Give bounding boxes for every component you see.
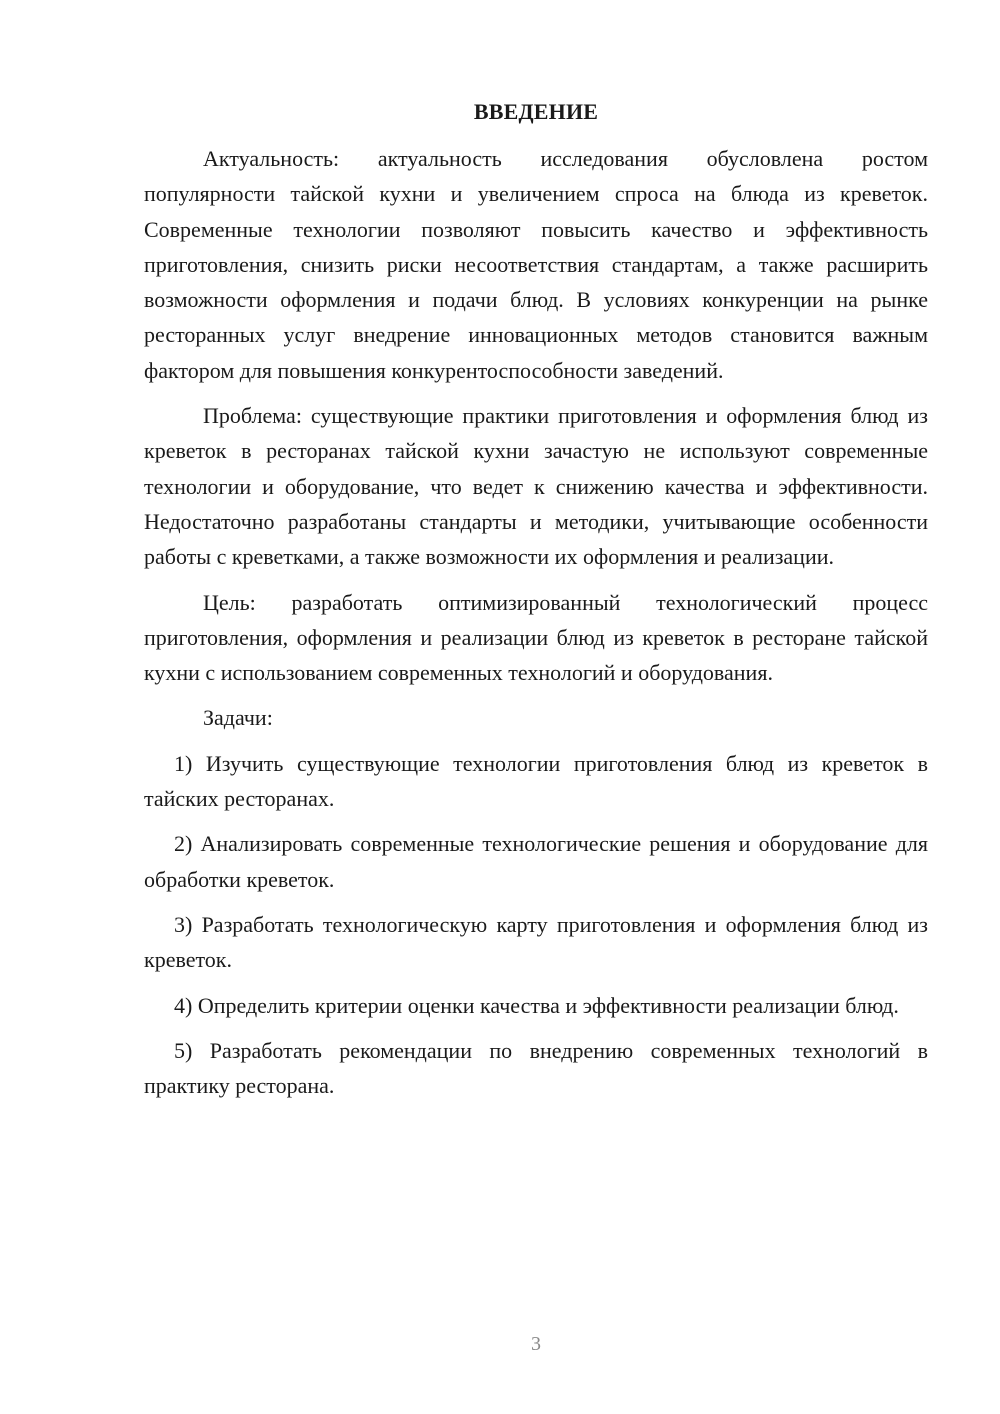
page-number: 3 bbox=[531, 1333, 541, 1355]
tasks-heading: Задачи: bbox=[203, 705, 273, 731]
paragraph-goal: Цель: разработать оптимизированный технологический процесс приготовления, оформления и реализации блюд из креветок в ресторане тайской кухни с использованием современных технологий и оборудования. bbox=[144, 589, 928, 686]
task-item-5: 5) Разработать рекомендации по внедрению современных технологий в практику ресторана. bbox=[144, 1037, 928, 1099]
task-item-1: 1) Изучить существующие технологии приготовления блюд из креветок в тайских ресторанах. bbox=[144, 750, 928, 812]
page-title: ВВЕДЕНИЕ bbox=[473, 99, 599, 124]
task-item-2: 2) Анализировать современные технологические решения и оборудование для обработки креветок. bbox=[144, 831, 928, 892]
paragraph-problem: Проблема: существующие практики приготовления и оформления блюд из креветок в ресторанах тайской кухни зачастую не используют современные технологии и оборудование, что ведет к снижению качества и эффективности. Недостаточно разработаны стандарты и методики, учитывающие особенности работы с креветками, а также возможности их оформления и реализации. bbox=[144, 403, 928, 570]
document-page bbox=[144, 94, 928, 1113]
task-item-3: 3) Разработать технологическую карту приготовления и оформления блюд из креветок. bbox=[144, 911, 928, 973]
paragraph-relevance: Актуальность: актуальность исследования обусловлена ростом популярности тайской кухни и увеличением спроса на блюда из креветок. Современные технологии позволяют повысить качество и эффективность приготовления, снизить риски несоответствия стандартам, а также расширить возможности оформления и подачи блюд. В условиях конкуренции на рынке ресторанных услуг внедрение инновационных методов становится важным фактором для повышения конкурентоспособности заведений. bbox=[144, 146, 928, 383]
task-item-4: 4) Определить критерии оценки качества и эффективности реализации блюд. bbox=[174, 992, 899, 1018]
